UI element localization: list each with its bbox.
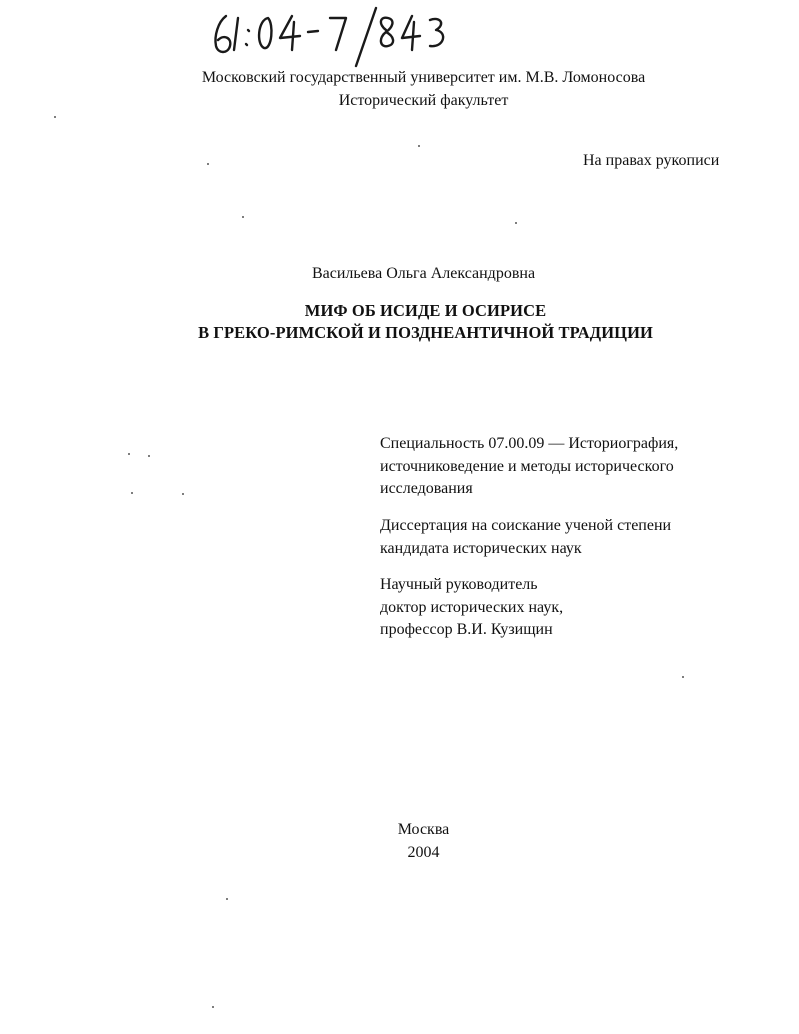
specialty-line-3: исследования xyxy=(380,480,473,497)
city: Москва xyxy=(397,821,450,838)
supervisor-line-1: Научный руководитель xyxy=(380,576,538,593)
scan-speck xyxy=(128,453,130,455)
scan-speck xyxy=(148,455,150,457)
year: 2004 xyxy=(407,844,440,861)
scan-speck xyxy=(418,145,420,147)
supervisor-line-3: профессор В.И. Кузищин xyxy=(380,621,553,638)
title-line-1: МИФ ОБ ИСИДЕ И ОСИРИСЕ xyxy=(304,301,547,320)
dissertation-block xyxy=(380,515,671,560)
scan-speck xyxy=(242,216,244,218)
scan-speck xyxy=(226,898,228,900)
specialty-line-1: Специальность 07.00.09 — Историография, xyxy=(380,435,679,452)
rights-note: На правах рукописи xyxy=(583,152,720,169)
supervisor-line-2: доктор исторических наук, xyxy=(380,598,564,616)
scan-speck xyxy=(682,676,684,678)
author-name: Васильева Ольга Александровна xyxy=(311,265,536,282)
scan-speck xyxy=(54,116,56,118)
supervisor-block xyxy=(380,574,563,642)
handwritten-catalog-number xyxy=(208,6,458,68)
handwritten-catalog-number-drawing xyxy=(208,6,458,68)
dissertation-line-1: Диссертация на соискание ученой степени xyxy=(380,517,672,534)
university-name: Московский государственный университет им. М.В. Ломоносова xyxy=(201,69,646,86)
scan-speck xyxy=(515,222,517,224)
faculty-name: Исторический факультет xyxy=(338,92,509,109)
scan-speck xyxy=(182,493,184,495)
scan-speck xyxy=(212,1006,214,1008)
scan-speck xyxy=(131,492,133,494)
specialty-block xyxy=(380,433,678,501)
scan-speck xyxy=(207,163,209,165)
specialty-line-2: источниковедение и методы исторического xyxy=(380,457,674,475)
dissertation-line-2: кандидата исторических наук xyxy=(380,539,582,557)
title-line-2: В ГРЕКО-РИМСКОЙ И ПОЗДНЕАНТИЧНОЙ ТРАДИЦИИ xyxy=(198,323,653,342)
